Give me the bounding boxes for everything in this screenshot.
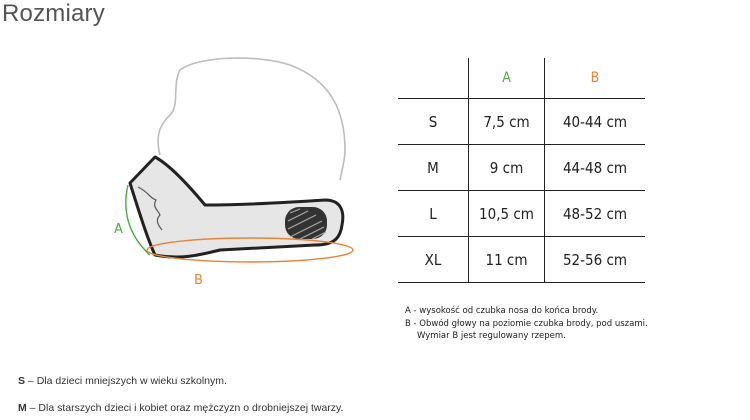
table-row — [398, 237, 645, 283]
size-cell: S — [398, 99, 469, 145]
label-a: A — [114, 222, 123, 237]
label-b: B — [194, 273, 203, 288]
size-cell: L — [398, 191, 469, 237]
header-b: B — [590, 70, 600, 86]
header-size — [398, 58, 469, 99]
size-description-s — [18, 375, 227, 387]
header-a: A — [469, 58, 545, 99]
size-description-m — [18, 402, 343, 414]
table-header-row — [398, 58, 645, 99]
size-cell: M — [398, 145, 469, 191]
a-cell: 7,5 cm — [469, 99, 545, 145]
table-row — [398, 191, 645, 237]
a-cell: 10,5 cm — [469, 191, 545, 237]
a-cell: 9 cm — [469, 145, 545, 191]
velcro-strip — [285, 207, 327, 239]
size-text: – Dla starszych dzieci i kobiet oraz mężczyzn o drobniejszej twarzy. — [26, 402, 344, 414]
note-a: A - wysokość od czubka nosa do końca brody. — [405, 306, 599, 316]
b-cell: 48-52 cm — [545, 191, 646, 237]
b-cell: 40-44 cm — [545, 99, 646, 145]
size-key: M — [18, 402, 27, 414]
size-table — [398, 58, 645, 283]
page-title: Rozmiary — [2, 0, 105, 27]
table-row — [398, 145, 645, 191]
mask-illustration — [100, 55, 370, 295]
table-row — [398, 99, 645, 145]
dimension-notes — [405, 305, 648, 343]
head-outline — [158, 58, 345, 180]
note-b-adjustable: Wymiar B jest regulowany rzepem. — [417, 331, 566, 341]
size-text: – Dla dzieci mniejszych w wieku szkolnym. — [25, 375, 227, 387]
b-cell: 52-56 cm — [545, 237, 646, 283]
note-b: B - Obwód głowy na poziomie czubka brody, pod uszami. — [405, 318, 648, 329]
a-cell: 11 cm — [469, 237, 545, 283]
b-cell: 44-48 cm — [545, 145, 646, 191]
size-key: S — [18, 375, 26, 387]
size-cell: XL — [398, 237, 469, 283]
